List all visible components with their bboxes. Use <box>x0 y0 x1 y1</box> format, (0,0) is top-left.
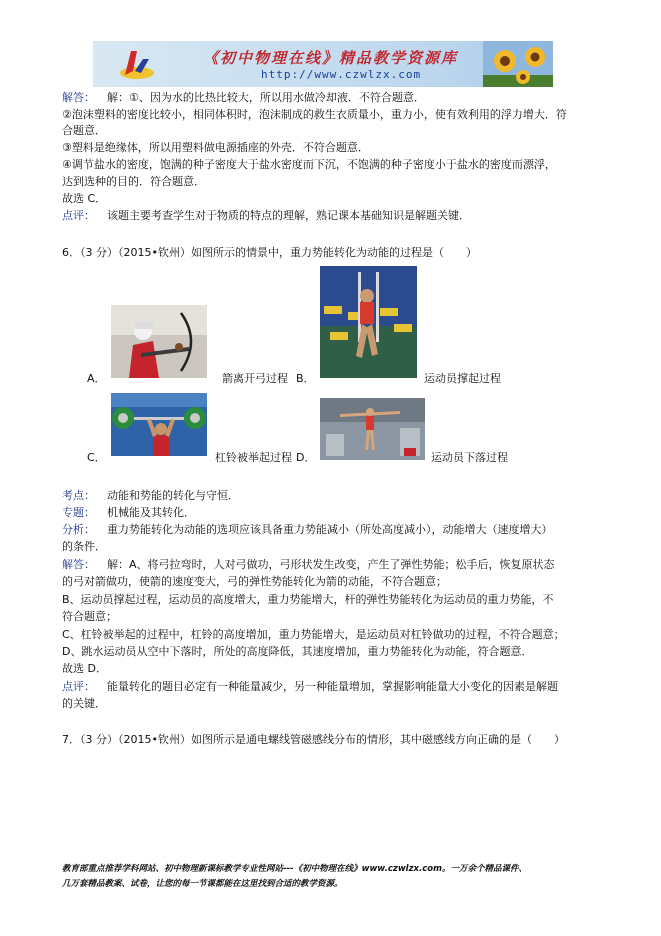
weightlifter-photo <box>111 393 207 456</box>
q6-question: 6．（3 分）（2015•钦州）如图所示的情景中，重力势能转化为动能的过程是（ ） <box>62 246 477 259</box>
option-d-letter: D． <box>296 451 316 464</box>
q5-answer-line: 故选 C． <box>62 192 107 205</box>
option-d-caption: 运动员下落过程 <box>431 451 508 464</box>
site-logo-icon <box>117 45 157 83</box>
q6-answer-label: 解答： <box>62 558 95 571</box>
q6-answer-line: D、跳水运动员从空中下落时，所处的高度降低，其速度增加，重力势能转化为动能，符合题意． <box>62 645 533 658</box>
q6-comment-line: 的关键． <box>62 697 106 710</box>
q5-answer-line: 达到选种的目的．符合题意． <box>62 175 205 188</box>
q5-answer-line: ②泡沫塑料的密度比较小，相同体积时，泡沫制成的救生衣质量小，重力小，使有效利用的浮力增大．符 <box>62 108 567 121</box>
q5-answer-line: ④调节盐水的密度，饱满的种子密度大于盐水密度而下沉，不饱满的种子密度小于盐水的密度而漂浮， <box>62 158 556 171</box>
q5-answer-line: 解：①、因为水的比热比较大，所以用水做冷却液．不符合题意． <box>107 91 425 104</box>
option-a-caption: 箭离开弓过程 <box>222 372 288 385</box>
footer-line: 几万套精品教案、试卷，让您的每一节课都能在这里找到合适的教学资源。 <box>62 879 343 889</box>
q6-answer-line: B、运动员撑起过程，运动员的高度增大，重力势能增大，杆的弹性势能转化为运动员的重力势能，不 <box>62 593 554 606</box>
q6-zhuanti-label: 专题： <box>62 506 95 519</box>
header-banner <box>93 41 553 87</box>
q6-answer-line: 的弓对箭做功，使箭的速度变大，弓的弹性势能转化为箭的动能，不符合题意； <box>62 575 447 588</box>
q6-comment-label: 点评： <box>62 680 95 693</box>
sunflower-image <box>483 41 553 87</box>
q5-answer-label: 解答： <box>62 91 95 104</box>
option-b-letter: B． <box>296 372 315 385</box>
q6-fenxi-line: 重力势能转化为动能的选项应该具备重力势能减小（所处高度减小），动能增大（速度增大） <box>107 523 553 536</box>
q6-kaodian-text: 动能和势能的转化与守恒． <box>107 489 239 502</box>
q5-comment-label: 点评： <box>62 209 95 222</box>
q7-question: 7．（3 分）（2015•钦州）如图所示是通电螺线管磁感线分布的情形，其中磁感线方向正确的是（ ） <box>62 733 565 746</box>
q6-fenxi-line: 的条件． <box>62 540 106 553</box>
pole-vaulter-photo <box>320 266 417 378</box>
option-b-caption: 运动员撑起过程 <box>424 372 501 385</box>
q6-answer-line: 符合题意； <box>62 610 117 623</box>
q6-comment-line: 能量转化的题目必定有一种能量减少，另一种能量增加，掌握影响能量大小变化的因素是解题 <box>107 680 558 693</box>
q6-kaodian-label: 考点： <box>62 489 95 502</box>
q6-answer-line: 解：A、将弓拉弯时，人对弓做功，弓形状发生改变，产生了弹性势能；松手后，恢复原状态 <box>107 558 555 571</box>
diver-photo <box>320 398 425 460</box>
q6-answer-line: C、杠铃被举起的过程中，杠铃的高度增加，重力势能增大，是运动员对杠铃做功的过程，不符合题意； <box>62 628 565 641</box>
option-a-letter: A． <box>87 372 106 385</box>
q5-answer-line: ③塑料是绝缘体，所以用塑料做电源插座的外壳．不符合题意． <box>62 141 369 154</box>
q6-answer-line: 故选 D． <box>62 662 107 675</box>
q5-comment-text: 该题主要考查学生对于物质的特点的理解，熟记课本基础知识是解题关键． <box>107 209 470 222</box>
q5-answer-line: 合题意． <box>62 124 106 137</box>
archer-photo <box>111 305 207 378</box>
q6-fenxi-label: 分析： <box>62 523 95 536</box>
option-c-caption: 杠铃被举起过程 <box>215 451 292 464</box>
footer-line: 教育部重点推荐学科网站、初中物理新课标教学专业性网站---《初中物理在线》www.czwlzx.com。一万余个精品课件、 <box>62 864 527 874</box>
banner-title: 《初中物理在线》精品教学资源库 <box>203 49 459 67</box>
option-c-letter: C． <box>87 451 106 464</box>
banner-url: http://www.czwlzx.com <box>261 68 422 81</box>
q6-zhuanti-text: 机械能及其转化． <box>107 506 195 519</box>
